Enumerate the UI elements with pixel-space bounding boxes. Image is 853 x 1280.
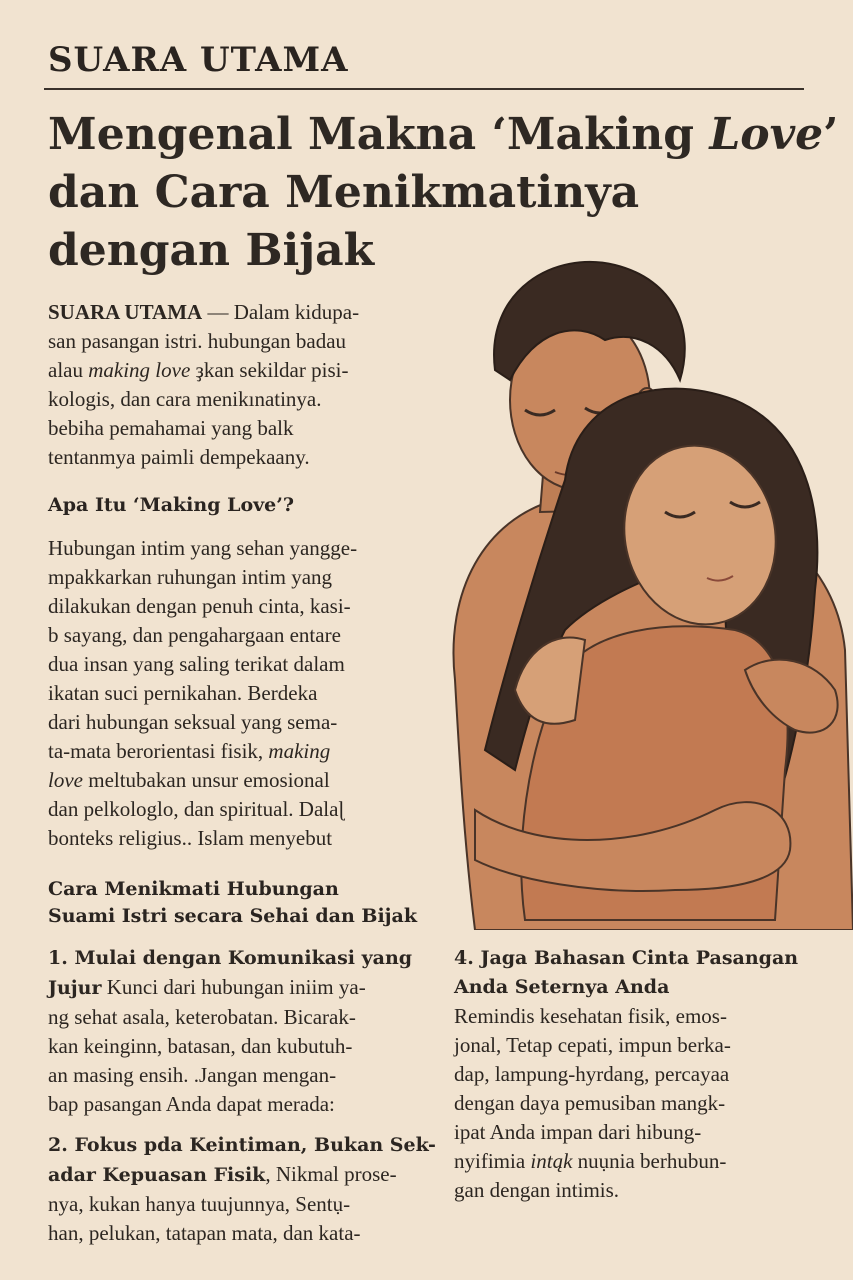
- left-column: [48, 944, 448, 1248]
- intro-line: tentanmya paimli dempekaany.: [48, 445, 310, 469]
- item-2-heading-end: adar Kepuasan Fisik: [48, 1164, 266, 1186]
- headline-line-3: dengan Bijak: [48, 225, 375, 276]
- intro-line: kologis, dan cara menikınatinya.: [48, 387, 322, 411]
- paragraph-line: dan pelkologlo, dan spiritual. Dalaɭ: [48, 797, 345, 821]
- paragraph-line: Hubungan intim yang sehan yangge-: [48, 536, 358, 560]
- item-1-line: an masing ensih. .Jangan mengan-: [48, 1063, 337, 1087]
- item-1-line: ng sehat asala, keterobatan. Bicarak-: [48, 1005, 356, 1029]
- embracing-couple-illustration: [415, 250, 853, 930]
- item-4-text: nyifimia: [454, 1149, 531, 1173]
- item-4-line: jonal, Tetap cepati, impun berka-: [454, 1033, 731, 1057]
- intro-line: bebiha pemahamai yang balk: [48, 416, 294, 440]
- item-1-text: Kunci dari hubungan iniim ya-: [101, 975, 366, 999]
- paragraph-text: ta-mata berorientasi fisik,: [48, 739, 269, 763]
- intro-lead: SUARA UTAMA: [48, 300, 203, 324]
- item-4-line: gan dengan intimis.: [454, 1178, 620, 1202]
- intro-line: [48, 356, 448, 385]
- item-1-heading-end: Jujur: [48, 977, 102, 999]
- item-2: [48, 1131, 448, 1248]
- section-1-heading-text: Apa Itu ‘Making Love’?: [48, 494, 295, 516]
- item-4-text: nuụnia berhubun-: [572, 1149, 727, 1173]
- item-4-line: [454, 1147, 834, 1176]
- intro-line: san pasangan istri. hubungan badau: [48, 329, 347, 353]
- section-2-heading-line: Cara Menikmati Hubungan: [48, 878, 339, 900]
- paragraph-line: dua insan yang saling terikat dalam: [48, 652, 345, 676]
- item-1-line: kan keinginn, batasan, dan kubutuh-: [48, 1034, 353, 1058]
- item-4-line: dap, lampung-hyrdang, percayaa: [454, 1062, 730, 1086]
- paragraph-italic: love: [48, 768, 83, 792]
- headline-text: Mengenal Makna ‘Making: [48, 109, 710, 160]
- masthead-rule: [44, 88, 804, 90]
- paragraph-line: [48, 766, 438, 795]
- item-4-line: dengan daya pemusiban mangk-: [454, 1091, 726, 1115]
- section-2-heading-line: Suami Istri secara Sehai dan Bijak: [48, 905, 418, 927]
- item-1-heading: 1. Mulai dengan Komunikasi yang: [48, 947, 413, 969]
- item-1-line: [48, 973, 448, 1003]
- intro-line: [48, 298, 448, 327]
- intro-italic: making love: [88, 358, 191, 382]
- item-1: [48, 944, 448, 1119]
- paragraph-line: ikatan suci pernikahan. Berdeka: [48, 681, 318, 705]
- headline-line-1: [48, 106, 839, 164]
- paragraph-line: bonteks religius.. Islam menyebut: [48, 826, 333, 850]
- item-2-line: [48, 1160, 448, 1190]
- item-2-line: nya, kukan hanya tuujunnya, Sentụ-: [48, 1192, 351, 1216]
- right-column: [454, 944, 834, 1205]
- paragraph-line: [48, 737, 438, 766]
- item-2-text: , Nikmal prose-: [265, 1162, 397, 1186]
- paragraph-line: mpakkarkan ruhungan intim yang: [48, 565, 333, 589]
- item-4-line: ipat Anda impan dari hibung-: [454, 1120, 702, 1144]
- item-4-heading-end: Anda Seternya Anda: [454, 976, 670, 998]
- headline-line-2: dan Cara Menikmatinya: [48, 167, 640, 218]
- item-4-italic: intąk: [530, 1149, 573, 1173]
- paragraph-line: b sayang, dan pengahargaan entare: [48, 623, 341, 647]
- intro-paragraph: [48, 298, 448, 472]
- paragraph-italic: making: [268, 739, 331, 763]
- paragraph-line: dari hubungan seksual yang sema-: [48, 710, 338, 734]
- paragraph-line: dilakukan dengan penuh cinta, kasi-: [48, 594, 351, 618]
- paragraph-text: meltubakan unsur emosional: [82, 768, 330, 792]
- item-4-heading: 4. Jaga Bahasan Cinta Pasangan: [454, 947, 799, 969]
- section-1-heading: [48, 492, 294, 519]
- intro-text: ҙkan sekildar pisi-: [190, 358, 349, 382]
- item-1-line: bap pasangan Anda dapat merada:: [48, 1092, 335, 1116]
- intro-text: — Dalam kidupa-: [202, 300, 360, 324]
- section-2-heading: [48, 876, 417, 930]
- item-2-line: han, pelukan, tatapan mata, dan kata-: [48, 1221, 361, 1245]
- item-2-heading: 2. Fokus pda Keintiman, Bukan Sek-: [48, 1134, 436, 1156]
- masthead: SUARA UTAMA: [48, 40, 349, 80]
- item-4-line: Remindis kesehatan fisik, emos-: [454, 1004, 727, 1028]
- section-1-paragraph: [48, 534, 438, 853]
- intro-text: alau: [48, 358, 89, 382]
- headline-quote: ’: [823, 109, 839, 160]
- spacer: [48, 1119, 448, 1131]
- item-4: [454, 944, 834, 1205]
- headline-italic: Love: [709, 109, 824, 160]
